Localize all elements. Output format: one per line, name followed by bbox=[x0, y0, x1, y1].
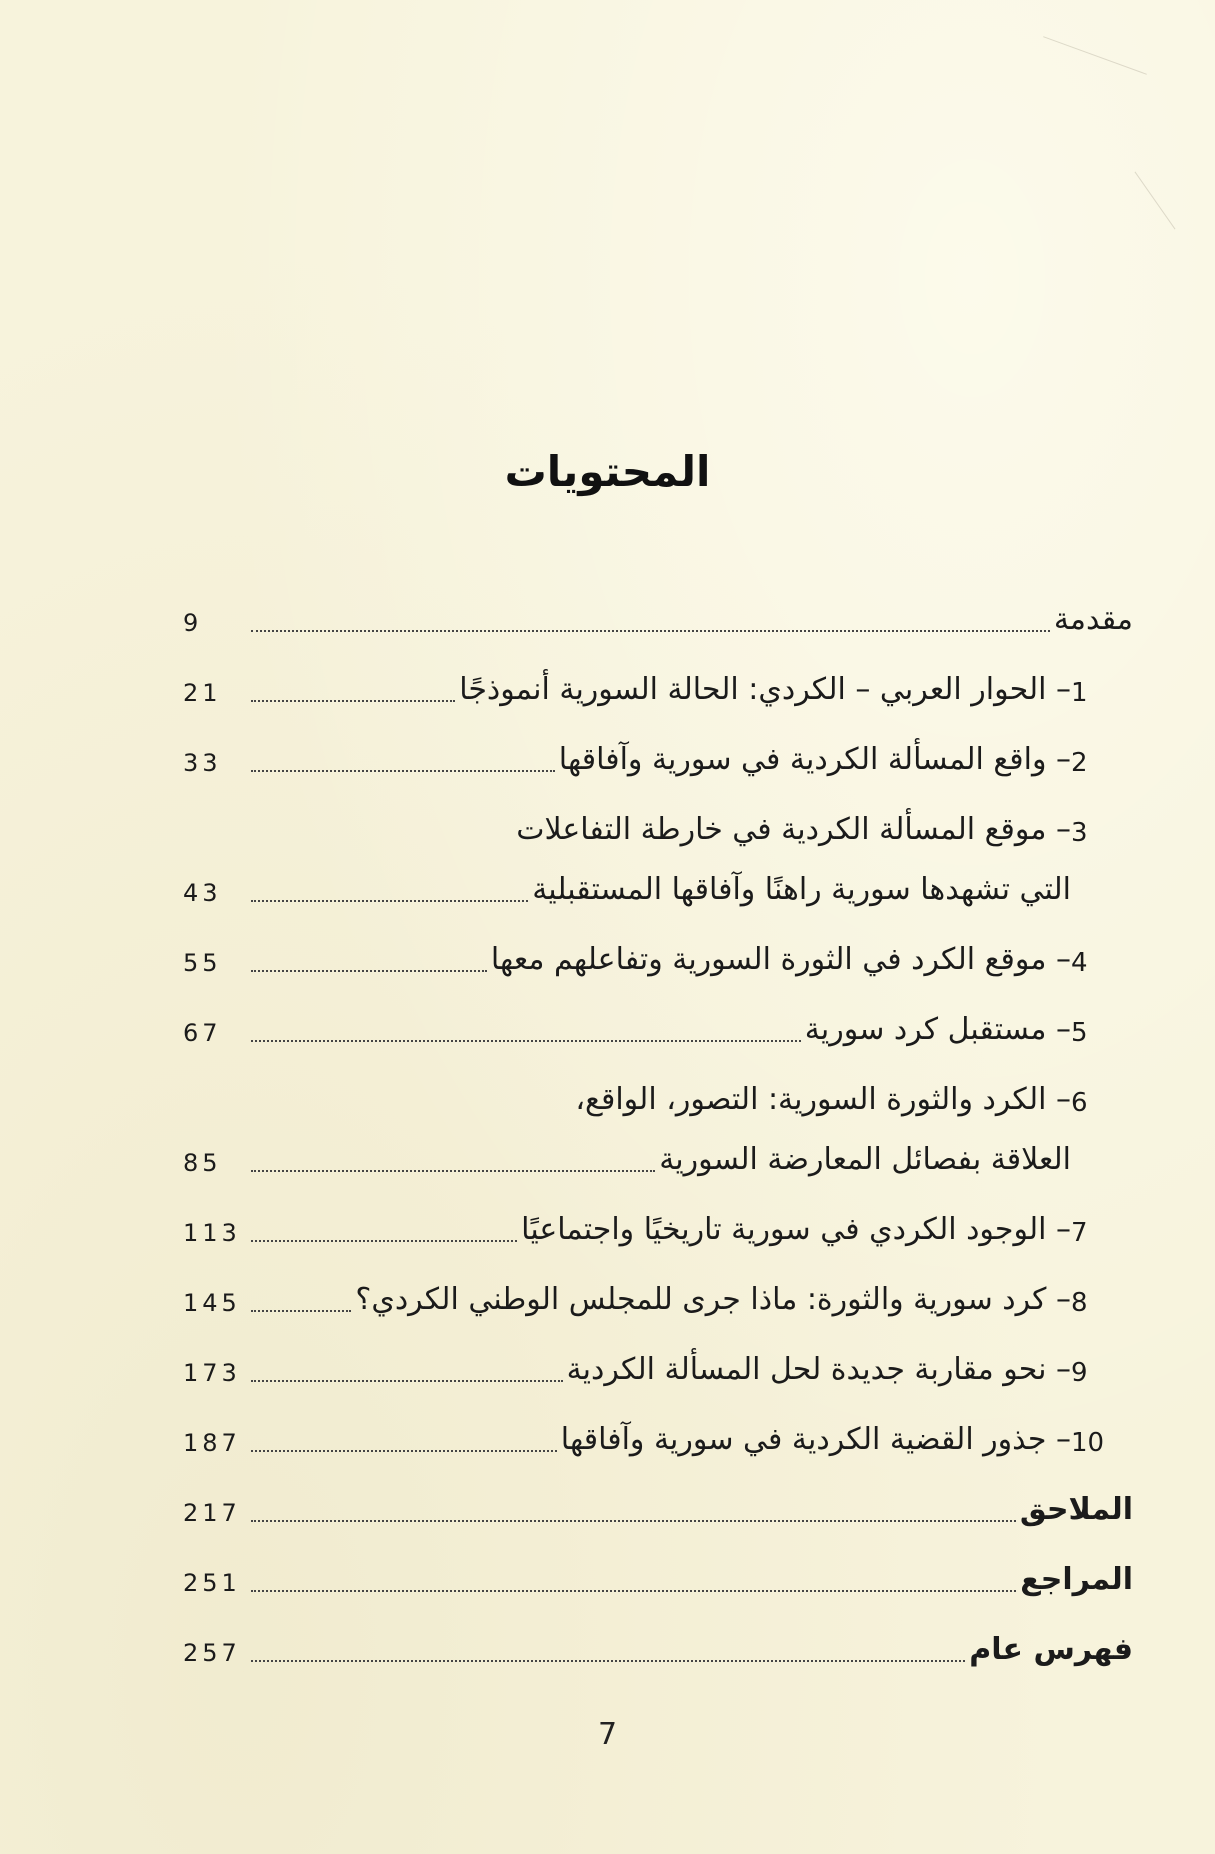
toc-entry-chapter-3[interactable] bbox=[183, 810, 1133, 910]
leader-dots bbox=[251, 1660, 965, 1662]
toc-entry-number: 7 bbox=[1071, 1218, 1088, 1248]
toc-entry-page: 67 bbox=[183, 1019, 222, 1047]
toc-entry-label-continued: التي تشهدها سورية راهنًا وآفاقها المستقبلية bbox=[532, 872, 1071, 907]
toc-entry-page: 145 bbox=[183, 1289, 241, 1317]
leader-dots bbox=[251, 1450, 557, 1452]
toc-entry-number: 1 bbox=[1071, 678, 1088, 708]
toc-entry-appendices[interactable] bbox=[183, 1490, 1133, 1530]
toc-entry-page: 43 bbox=[183, 879, 222, 907]
toc-entry-chapter-10[interactable] bbox=[183, 1420, 1133, 1460]
toc-entry-intro[interactable] bbox=[183, 600, 1133, 640]
toc-entry-label: – جذور القضية الكردية في سورية وآفاقها bbox=[560, 1422, 1071, 1457]
toc-entry-label: – الكرد والثورة السورية: التصور، الواقع، bbox=[575, 1082, 1071, 1117]
page-title: المحتويات bbox=[504, 447, 711, 497]
toc-entry-label: – موقع الكرد في الثورة السورية وتفاعلهم معها bbox=[490, 942, 1071, 977]
toc-entry-general-index[interactable] bbox=[183, 1630, 1133, 1670]
toc-entry-chapter-7[interactable] bbox=[183, 1210, 1133, 1250]
toc-entry-label: – الحوار العربي – الكردي: الحالة السورية أنموذجًا bbox=[459, 672, 1071, 707]
toc-entry-label-continued: العلاقة بفصائل المعارضة السورية bbox=[659, 1142, 1071, 1177]
toc-entry-label: – واقع المسألة الكردية في سورية وآفاقها bbox=[558, 742, 1071, 777]
leader-dots bbox=[251, 700, 455, 702]
toc-entry-page: 33 bbox=[183, 749, 222, 777]
leader-dots bbox=[251, 970, 487, 972]
leader-dots bbox=[251, 770, 555, 772]
toc-entry-label: – مستقبل كرد سورية bbox=[804, 1012, 1071, 1047]
leader-dots bbox=[251, 1310, 351, 1312]
toc-entry-label: مقدمة bbox=[1053, 602, 1133, 637]
page-number: 7 bbox=[597, 1717, 618, 1752]
toc-entry-label: فهرس عام bbox=[969, 1632, 1133, 1667]
leader-dots bbox=[251, 630, 1050, 632]
toc-entry-chapter-4[interactable] bbox=[183, 940, 1133, 980]
toc-entry-number: 8 bbox=[1071, 1288, 1088, 1318]
toc-entry-number: 6 bbox=[1071, 1088, 1088, 1118]
toc-entry-page: 113 bbox=[183, 1219, 241, 1247]
table-of-contents bbox=[183, 600, 1133, 1670]
leader-dots bbox=[251, 1040, 801, 1042]
leader-dots bbox=[251, 1520, 1016, 1522]
toc-entry-label: الملاحق bbox=[1019, 1492, 1133, 1527]
leader-dots bbox=[251, 1590, 1016, 1592]
toc-entry-references[interactable] bbox=[183, 1560, 1133, 1600]
toc-entry-chapter-8[interactable] bbox=[183, 1280, 1133, 1320]
toc-entry-number: 5 bbox=[1071, 1018, 1088, 1048]
toc-entry-label: – الوجود الكردي في سورية تاريخيًا واجتماعيًا bbox=[521, 1212, 1071, 1247]
leader-dots bbox=[251, 900, 528, 902]
toc-entry-chapter-2[interactable] bbox=[183, 740, 1133, 780]
toc-entry-number: 3 bbox=[1071, 818, 1088, 848]
toc-entry-label: المراجع bbox=[1020, 1562, 1133, 1597]
toc-entry-page: 251 bbox=[183, 1569, 241, 1597]
toc-entry-chapter-5[interactable] bbox=[183, 1010, 1133, 1050]
toc-entry-page: 21 bbox=[183, 679, 222, 707]
toc-entry-page: 217 bbox=[183, 1499, 241, 1527]
toc-entry-page: 173 bbox=[183, 1359, 241, 1387]
toc-entry-number: 9 bbox=[1071, 1358, 1088, 1388]
toc-entry-number: 2 bbox=[1071, 748, 1088, 778]
toc-entry-page: 55 bbox=[183, 949, 222, 977]
leader-dots bbox=[251, 1170, 655, 1172]
toc-entry-number: 4 bbox=[1071, 948, 1088, 978]
toc-entry-label: – موقع المسألة الكردية في خارطة التفاعلات bbox=[516, 812, 1071, 847]
paper-mark bbox=[1043, 36, 1147, 75]
toc-entry-page: 187 bbox=[183, 1429, 241, 1457]
leader-dots bbox=[251, 1240, 517, 1242]
toc-entry-label: – كرد سورية والثورة: ماذا جرى للمجلس الوطني الكردي؟ bbox=[355, 1282, 1071, 1317]
toc-entry-chapter-9[interactable] bbox=[183, 1350, 1133, 1390]
toc-entry-chapter-6[interactable] bbox=[183, 1080, 1133, 1180]
toc-entry-page: 257 bbox=[183, 1639, 241, 1667]
toc-entry-page: 85 bbox=[183, 1149, 222, 1177]
toc-entry-number: 10 bbox=[1071, 1428, 1105, 1458]
leader-dots bbox=[251, 1380, 563, 1382]
paper-mark bbox=[1135, 172, 1176, 230]
toc-entry-label: – نحو مقاربة جديدة لحل المسألة الكردية bbox=[566, 1352, 1071, 1387]
toc-entry-page: 9 bbox=[183, 609, 203, 637]
toc-entry-chapter-1[interactable] bbox=[183, 670, 1133, 710]
